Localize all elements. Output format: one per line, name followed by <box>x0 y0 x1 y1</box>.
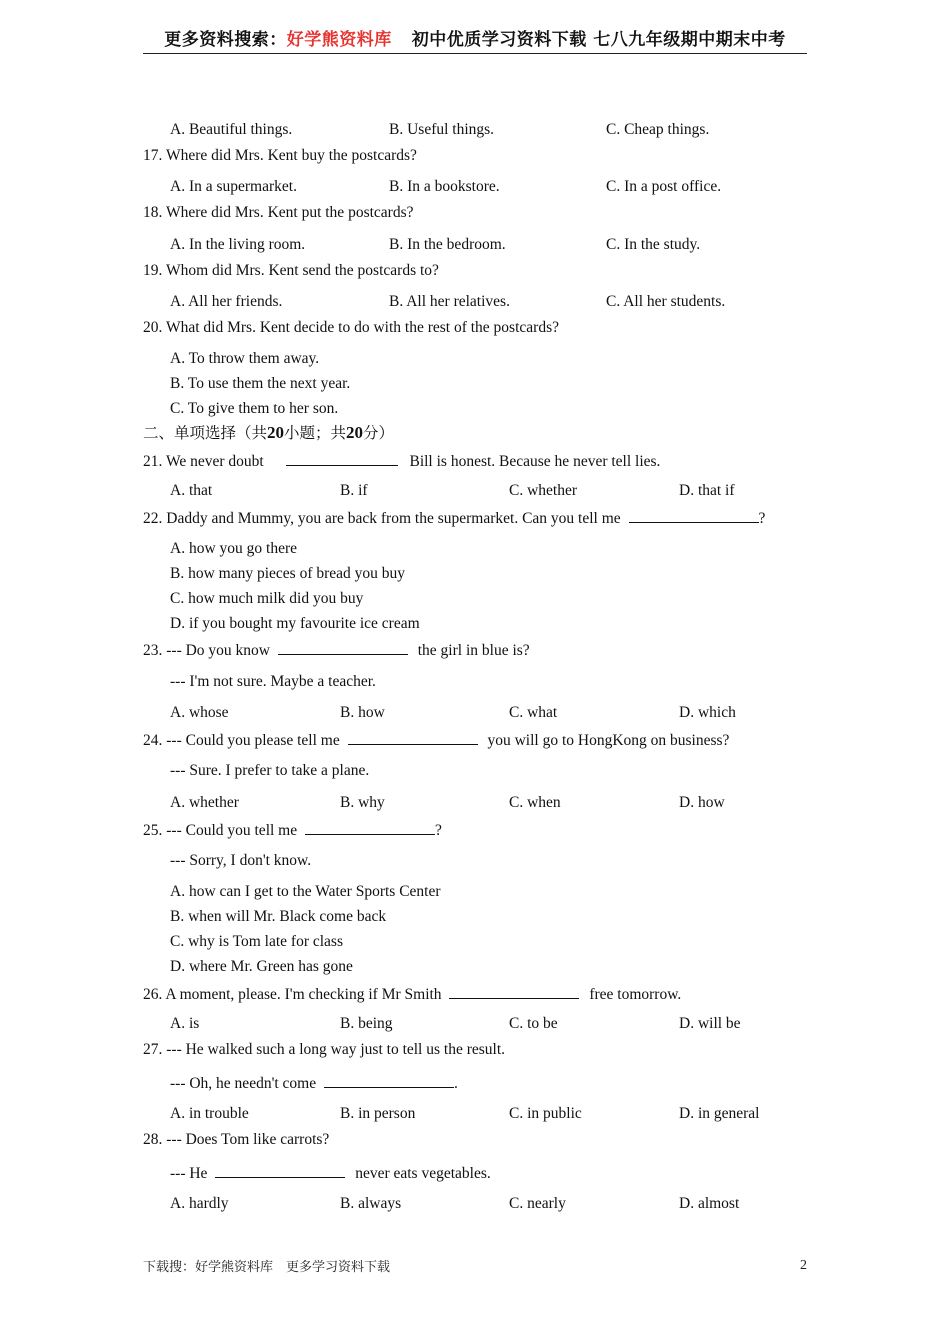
q19-option-a: A. All her friends. <box>170 293 283 310</box>
q26-number: 26. <box>143 986 163 1003</box>
q18-option-b: B. In the bedroom. <box>389 236 506 253</box>
q23-reply: --- I'm not sure. Maybe a teacher. <box>170 673 376 690</box>
q28-option-d: D. almost <box>679 1195 740 1212</box>
q23-option-b: B. how <box>340 704 385 721</box>
q28-number: 28. <box>143 1131 163 1148</box>
q18-option-c: C. In the study. <box>606 236 701 253</box>
q27-reply-after: . <box>453 1075 458 1092</box>
q23-number: 23. <box>143 642 163 659</box>
q16-option-b: B. Useful things. <box>389 121 495 138</box>
q24-option-a: A. whether <box>170 794 239 811</box>
header-suffix: 初中优质学习资料下载 七八九年级期中期末中考 <box>411 29 786 50</box>
q25-reply: --- Sorry, I don't know. <box>170 852 312 869</box>
q25-text-after: ? <box>435 822 442 839</box>
q23-text-before: --- Do you know <box>166 642 270 659</box>
q21-text-before: We never doubt <box>165 453 264 470</box>
q18-question <box>143 204 414 222</box>
q20-option-a: A. To throw them away. <box>170 350 320 367</box>
q27-option-b: B. in person <box>340 1105 416 1122</box>
q24-option-c: C. when <box>509 794 561 811</box>
q24-question <box>143 730 729 750</box>
q27-reply-before: --- Oh, he needn't come <box>170 1075 317 1092</box>
q25-option-a: A. how can I get to the Water Sports Center <box>170 883 441 900</box>
q22-text-after: ? <box>758 510 766 527</box>
q27-option-c: C. in public <box>509 1105 582 1122</box>
q27-option-a: A. in trouble <box>170 1105 249 1122</box>
q18-text: Where did Mrs. Kent put the postcards? <box>165 204 414 221</box>
q18-option-a: A. In the living room. <box>170 236 306 253</box>
q25-question <box>143 820 442 840</box>
q19-option-b: B. All her relatives. <box>389 293 510 310</box>
q17-question <box>143 147 417 165</box>
section-heading <box>143 421 394 443</box>
q24-option-d: D. how <box>679 794 725 811</box>
q16-option-a: A. Beautiful things. <box>170 121 293 138</box>
section-label-b: 小题；共 <box>284 424 347 442</box>
q22-text-before: Daddy and Mummy, you are back from the supermarket. Can you tell me <box>166 510 621 527</box>
q20-option-c: C. To give them to her son. <box>170 400 339 417</box>
header-rule <box>143 53 807 54</box>
q28-option-c: C. nearly <box>509 1195 566 1212</box>
q26-text-after: free tomorrow. <box>589 986 682 1003</box>
q18-number: 18. <box>143 204 163 221</box>
q23-question <box>143 640 530 660</box>
q26-question <box>143 984 681 1004</box>
q26-option-a: A. is <box>170 1015 200 1032</box>
q20-option-b: B. To use them the next year. <box>170 375 351 392</box>
q28-reply-before: --- He <box>170 1165 208 1182</box>
q19-question <box>143 262 439 280</box>
q25-number: 25. <box>143 822 163 839</box>
q27-text: --- He walked such a long way just to tell us the result. <box>166 1041 506 1058</box>
q21-blank[interactable] <box>286 451 398 466</box>
q21-text-after: Bill is honest. Because he never tell lies. <box>409 453 661 470</box>
q17-number: 17. <box>143 147 163 164</box>
q28-reply-after: never eats vegetables. <box>355 1165 491 1182</box>
q27-question <box>143 1041 505 1059</box>
q27-number: 27. <box>143 1041 163 1058</box>
q28-option-a: A. hardly <box>170 1195 229 1212</box>
q17-option-c: C. In a post office. <box>606 178 722 195</box>
q24-blank[interactable] <box>348 730 478 745</box>
page-footer: 下载搜：好学熊资料库 更多学习资料下载 <box>143 1260 391 1275</box>
q21-number: 21. <box>143 453 163 470</box>
q24-reply: --- Sure. I prefer to take a plane. <box>170 762 370 779</box>
q27-option-d: D. in general <box>679 1105 760 1122</box>
q24-text-before: --- Could you please tell me <box>166 732 340 749</box>
q19-text: Whom did Mrs. Kent send the postcards to? <box>165 262 439 279</box>
section-score-total: 20 <box>346 423 364 442</box>
q23-blank[interactable] <box>278 640 408 655</box>
q22-option-a: A. how you go there <box>170 540 297 557</box>
page-number: 2 <box>800 1258 807 1273</box>
q27-blank[interactable] <box>324 1073 454 1088</box>
q27-reply <box>170 1073 458 1093</box>
page-header <box>143 22 807 52</box>
q25-blank[interactable] <box>305 820 435 835</box>
q28-text: --- Does Tom like carrots? <box>166 1131 330 1148</box>
q26-text-before: A moment, please. I'm checking if Mr Smith <box>165 986 442 1003</box>
q24-number: 24. <box>143 732 163 749</box>
q17-option-a: A. In a supermarket. <box>170 178 297 195</box>
q28-option-b: B. always <box>340 1195 402 1212</box>
q21-option-c: C. whether <box>509 482 578 499</box>
header-brand: 好学熊资料库 <box>286 29 392 50</box>
q24-option-b: B. why <box>340 794 385 811</box>
q20-question <box>143 319 559 337</box>
q23-option-a: A. whose <box>170 704 229 721</box>
q25-option-c: C. why is Tom late for class <box>170 933 343 950</box>
q22-option-c: C. how much milk did you buy <box>170 590 364 607</box>
q17-text: Where did Mrs. Kent buy the postcards? <box>165 147 417 164</box>
q22-option-b: B. how many pieces of bread you buy <box>170 565 406 582</box>
q23-option-d: D. which <box>679 704 736 721</box>
q26-option-c: C. to be <box>509 1015 558 1032</box>
q23-text-after: the girl in blue is? <box>417 642 530 659</box>
q19-number: 19. <box>143 262 163 279</box>
q25-text-before: --- Could you tell me <box>166 822 298 839</box>
q26-blank[interactable] <box>449 984 579 999</box>
section-question-count: 20 <box>267 423 285 442</box>
q26-option-b: B. being <box>340 1015 393 1032</box>
q22-option-d: D. if you bought my favourite ice cream <box>170 615 420 632</box>
q22-question <box>143 508 765 528</box>
header-prefix: 更多资料搜索： <box>164 29 287 50</box>
q28-blank[interactable] <box>215 1163 345 1178</box>
q16-option-c: C. Cheap things. <box>606 121 710 138</box>
q28-question <box>143 1131 329 1149</box>
q28-reply <box>170 1163 491 1183</box>
section-label-c: 分） <box>363 424 395 442</box>
section-label-a: 二、单项选择（共 <box>143 424 268 442</box>
q21-option-b: B. if <box>340 482 368 499</box>
q21-option-a: A. that <box>170 482 213 499</box>
q20-text: What did Mrs. Kent decide to do with the rest of the postcards? <box>165 319 559 336</box>
q20-number: 20. <box>143 319 163 336</box>
q22-blank[interactable] <box>629 508 759 523</box>
q21-question <box>143 451 660 471</box>
q22-number: 22. <box>143 510 163 527</box>
q25-option-b: B. when will Mr. Black come back <box>170 908 387 925</box>
q23-option-c: C. what <box>509 704 558 721</box>
q25-option-d: D. where Mr. Green has gone <box>170 958 353 975</box>
q19-option-c: C. All her students. <box>606 293 726 310</box>
q26-option-d: D. will be <box>679 1015 741 1032</box>
q17-option-b: B. In a bookstore. <box>389 178 500 195</box>
q21-option-d: D. that if <box>679 482 735 499</box>
q24-text-after: you will go to HongKong on business? <box>487 732 730 749</box>
